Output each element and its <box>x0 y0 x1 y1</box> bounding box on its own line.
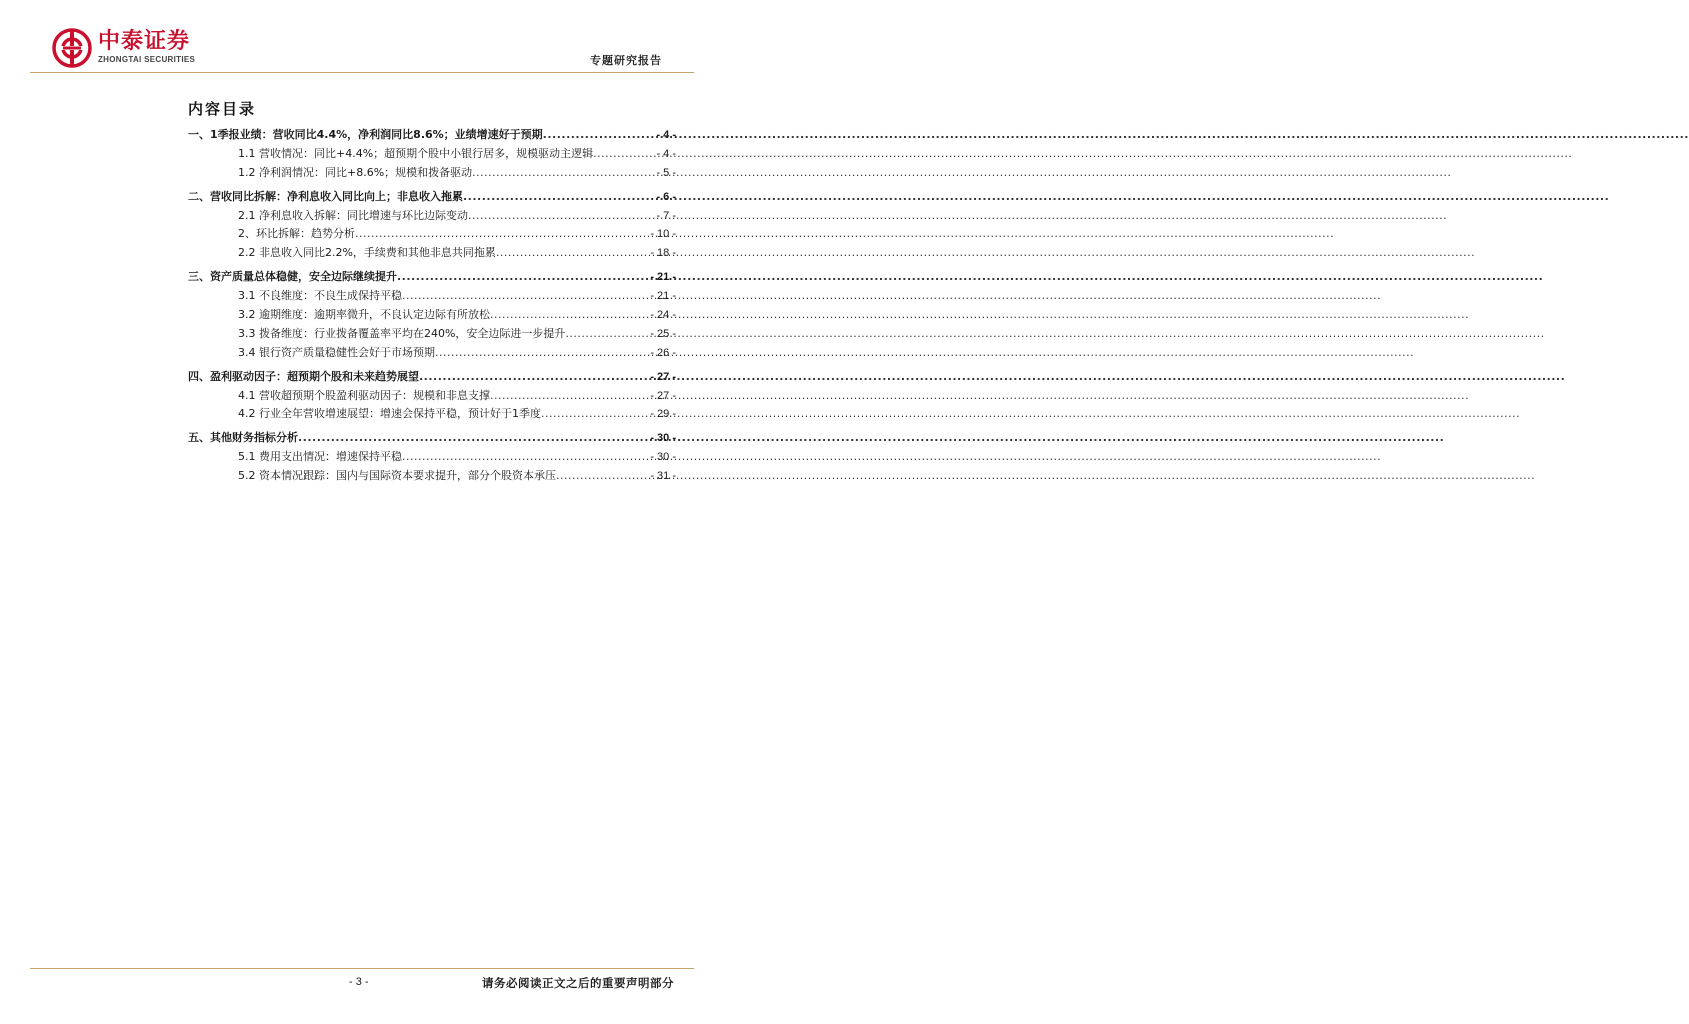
toc-dot-leader <box>397 270 649 283</box>
toc-entry-page: - 25 - <box>650 327 676 340</box>
toc-entry-title: 5.1 费用支出情况：增速保持平稳 <box>238 450 402 464</box>
toc-entry-title: 2、环比拆解：趋势分析 <box>238 227 355 241</box>
toc-section-entry[interactable] <box>188 429 676 448</box>
footer-disclaimer: 请务必阅读正文之后的重要声明部分 <box>482 976 674 990</box>
toc-section-entry[interactable] <box>188 126 676 145</box>
toc-entry-title: 3.1 不良维度：不良生成保持平稳 <box>238 289 402 303</box>
toc-subsection-entry[interactable] <box>188 164 676 183</box>
toc-subsection-entry[interactable] <box>188 306 676 325</box>
toc-entry-title: 五、其他财务指标分析 <box>188 431 298 445</box>
toc-subsection-entry[interactable] <box>188 448 676 467</box>
toc-entry-title: 4.2 行业全年营收增速展望：增速会保持平稳，预计好于1季度 <box>238 407 541 421</box>
toc-entry-title: 一、1季报业绩：营收同比4.4%，净利润同比8.6%；业绩增速好于预期 <box>188 128 543 141</box>
toc-entry-page: - 31 - <box>650 470 676 483</box>
toc-entry-title: 2.2 非息收入同比2.2%，手续费和其他非息共同拖累 <box>238 246 496 260</box>
toc-subsection-entry[interactable] <box>188 405 676 424</box>
toc-subsection-entry[interactable] <box>188 244 676 263</box>
report-type-label: 专题研究报告 <box>590 54 662 67</box>
toc-entry-page: - 29 - <box>650 408 676 421</box>
toc-entry-page: - 24 - <box>650 309 676 322</box>
toc-entry-page: - 18 - <box>650 247 676 260</box>
logo-chinese-name: 中泰证券 <box>98 28 191 54</box>
toc-entry-title: 1.1 营收情况：同比+4.4%；超预期个股中小银行居多，规模驱动主逻辑 <box>238 146 594 160</box>
toc-entry-title: 四、盈利驱动因子：超预期个股和未来趋势展望 <box>188 369 419 383</box>
logo-english-name: ZHONGTAI SECURITIES <box>98 54 196 64</box>
toc-section-entry[interactable] <box>188 268 676 287</box>
toc-dot-leader <box>355 227 649 240</box>
toc-dot-leader <box>419 370 649 383</box>
toc-dot-leader <box>490 308 649 321</box>
toc-section-entry[interactable] <box>188 188 676 207</box>
toc-dot-leader <box>298 431 649 444</box>
toc-subsection-entry[interactable] <box>188 145 676 164</box>
toc-entry-page: - 21 - <box>650 271 676 284</box>
toc-entry-title: 3.4 银行资产质量稳健性会好于市场预期 <box>238 345 435 359</box>
page-header <box>0 0 724 80</box>
toc-entry-page: - 21 - <box>650 290 676 303</box>
toc-entry-title: 三、资产质量总体稳健，安全边际继续提升 <box>188 270 397 284</box>
toc-entry-title: 4.1 营收超预期个股盈利驱动因子：规模和非息支撑 <box>238 388 490 402</box>
toc-entry-title: 3.3 拨备维度：行业拨备覆盖率平均在240%，安全边际进一步提升 <box>238 326 566 340</box>
toc-dot-leader <box>435 346 649 359</box>
toc-dot-leader <box>543 128 656 141</box>
toc-dot-leader <box>468 209 655 222</box>
toc-dot-leader <box>556 469 649 482</box>
toc-title: 内容目录 <box>188 100 257 118</box>
toc-entry-page: - 4 - <box>656 129 676 141</box>
toc-entry-title: 2.1 净利息收入拆解：同比增速与环比边际变动 <box>238 208 468 222</box>
toc-entry-page: - 4 - <box>656 147 676 160</box>
toc-entry-page: - 7 - <box>656 209 676 222</box>
toc-dot-leader <box>490 389 649 402</box>
table-of-contents <box>188 126 676 486</box>
toc-entry-page: - 30 - <box>650 432 676 445</box>
toc-dot-leader <box>402 450 649 463</box>
toc-subsection-entry[interactable] <box>188 225 676 244</box>
toc-dot-leader <box>472 166 655 179</box>
toc-subsection-entry[interactable] <box>188 387 676 406</box>
zhongtai-logo-icon <box>52 28 92 68</box>
toc-entry-title: 3.2 逾期维度：逾期率微升，不良认定边际有所放松 <box>238 308 490 322</box>
toc-entry-title: 1.2 净利润情况：同比+8.6%；规模和拨备驱动 <box>238 165 473 179</box>
footer-divider <box>30 968 694 969</box>
toc-subsection-entry[interactable] <box>188 325 676 344</box>
toc-entry-page: - 6 - <box>656 190 676 203</box>
toc-entry-page: - 30 - <box>650 451 676 464</box>
toc-dot-leader <box>565 327 649 340</box>
toc-subsection-entry[interactable] <box>188 344 676 363</box>
footer-page-number: - 3 - <box>349 976 369 988</box>
header-divider <box>30 72 694 73</box>
toc-subsection-entry[interactable] <box>188 207 676 226</box>
toc-subsection-entry[interactable] <box>188 287 676 306</box>
toc-subsection-entry[interactable] <box>188 467 676 486</box>
company-logo <box>52 28 195 68</box>
toc-dot-leader <box>463 190 655 203</box>
toc-dot-leader <box>402 289 649 302</box>
toc-entry-page: - 27 - <box>650 389 676 402</box>
toc-entry-page: - 5 - <box>656 166 676 179</box>
toc-dot-leader <box>541 407 649 420</box>
toc-entry-page: - 26 - <box>650 346 676 359</box>
toc-dot-leader <box>593 147 655 160</box>
toc-section-entry[interactable] <box>188 368 676 387</box>
toc-entry-page: - 27 - <box>650 370 676 383</box>
toc-entry-title: 5.2 资本情况跟踪：国内与国际资本要求提升，部分个股资本承压 <box>238 469 556 483</box>
toc-entry-title: 二、营收同比拆解：净利息收入同比向上；非息收入拖累 <box>188 189 463 203</box>
toc-entry-page: - 10 - <box>650 228 676 241</box>
toc-dot-leader <box>496 246 649 259</box>
